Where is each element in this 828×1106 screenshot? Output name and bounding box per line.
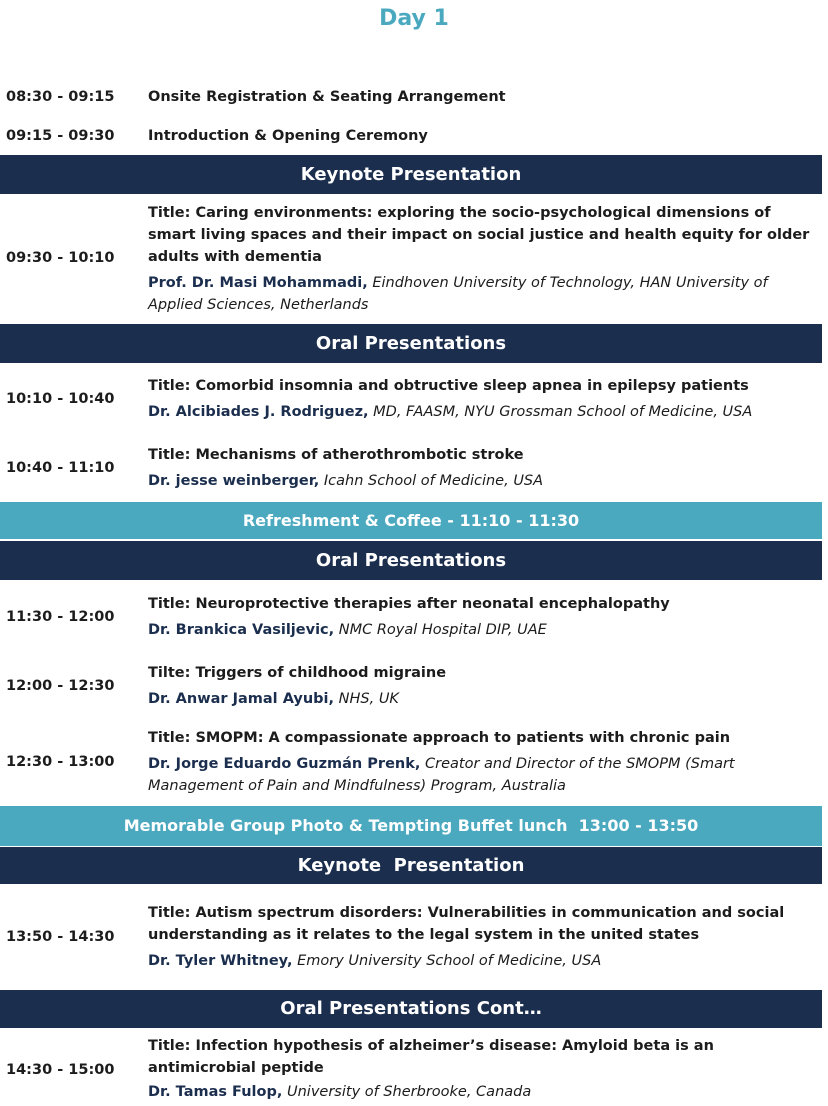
speaker-name: Dr. Tyler Whitney, [148, 953, 293, 969]
section-header-oral: Oral Presentations [0, 324, 822, 363]
session-content [148, 593, 818, 641]
speaker [148, 950, 818, 972]
speaker-name: Dr. Tamas Fulop, [148, 1084, 283, 1100]
session-title: Onsite Registration & Seating Arrangement [148, 89, 506, 105]
time-slot: 08:30 - 09:15 [6, 89, 115, 105]
break-banner-refreshment: Refreshment & Coffee - 11:10 - 11:30 [0, 502, 822, 539]
speaker-name: Dr. Alcibiades J. Rodriguez, [148, 404, 369, 420]
page-title: Day 1 [379, 6, 449, 31]
speaker-affiliation: NMC Royal Hospital DIP, UAE [334, 622, 547, 638]
session-title: Title: Neuroprotective therapies after neonatal encephalopathy [148, 596, 670, 612]
speaker-name: Dr. Brankica Vasiljevic, [148, 622, 335, 638]
speaker-affiliation: NHS, UK [334, 691, 399, 707]
session-content [148, 444, 818, 492]
speaker-name: Dr. jesse weinberger, [148, 473, 320, 489]
session-title: Title: Comorbid insomnia and obtructive sleep apnea in epilepsy patients [148, 378, 749, 394]
session-title: Title: Infection hypothesis of alzheimer’s disease: Amyloid beta is an antimicrobial peptide [148, 1038, 714, 1076]
session-content [148, 662, 818, 710]
speaker-name: Prof. Dr. Masi Mohammadi, [148, 275, 368, 291]
section-header-keynote: Keynote Presentation [0, 847, 822, 884]
time-slot: 12:30 - 13:00 [6, 754, 115, 770]
speaker [148, 272, 818, 316]
speaker-name: Dr. Anwar Jamal Ayubi, [148, 691, 335, 707]
session-title: Title: Autism spectrum disorders: Vulnerabilities in communication and social understanding as it relates to the legal system in the united states [148, 905, 785, 943]
session-content [148, 375, 818, 423]
session-title: Introduction & Opening Ceremony [148, 128, 428, 144]
section-header-keynote: Keynote Presentation [0, 155, 822, 194]
session-title: Title: Mechanisms of atherothrombotic stroke [148, 447, 524, 463]
speaker [148, 1081, 818, 1103]
section-header-oral-cont: Oral Presentations Cont… [0, 990, 822, 1028]
time-slot: 11:30 - 12:00 [6, 609, 115, 625]
speaker [148, 470, 818, 492]
session-content [148, 86, 818, 108]
speaker-affiliation: Icahn School of Medicine, USA [319, 473, 544, 489]
break-banner-lunch: Memorable Group Photo & Tempting Buffet lunch 13:00 - 13:50 [0, 806, 822, 846]
session-title: Title: SMOPM: A compassionate approach to patients with chronic pain [148, 730, 731, 746]
time-slot: 10:40 - 11:10 [6, 460, 115, 476]
speaker-affiliation: MD, FAASM, NYU Grossman School of Medicine, USA [368, 404, 753, 420]
speaker-affiliation: Emory University School of Medicine, USA [292, 953, 602, 969]
speaker [148, 753, 818, 797]
session-title: Title: Caring environments: exploring the socio-psychological dimensions of smart living spaces and their impact on social justice and health equity for older adults with dementia [148, 205, 810, 265]
session-content [148, 727, 818, 797]
session-content [148, 902, 818, 972]
time-slot: 13:50 - 14:30 [6, 929, 115, 945]
speaker [148, 401, 818, 423]
session-title: Tilte: Triggers of childhood migraine [148, 665, 447, 681]
speaker-affiliation: Eindhoven University of Technology, HAN University of Applied Sciences, Netherlands [148, 275, 768, 313]
speaker-affiliation: University of Sherbrooke, Canada [282, 1084, 532, 1100]
speaker [148, 619, 818, 641]
session-content [148, 202, 818, 316]
time-slot: 09:15 - 09:30 [6, 128, 115, 144]
time-slot: 12:00 - 12:30 [6, 678, 115, 694]
session-content [148, 1035, 818, 1103]
speaker [148, 688, 818, 710]
speaker-name: Dr. Jorge Eduardo Guzmán Prenk, [148, 756, 421, 772]
session-content [148, 125, 818, 147]
time-slot: 09:30 - 10:10 [6, 250, 115, 266]
section-header-oral: Oral Presentations [0, 541, 822, 580]
time-slot: 10:10 - 10:40 [6, 391, 115, 407]
time-slot: 14:30 - 15:00 [6, 1062, 115, 1078]
speaker-affiliation: Creator and Director of the SMOPM (Smart Management of Pain and Mindfulness) Program, Australia [148, 756, 735, 794]
